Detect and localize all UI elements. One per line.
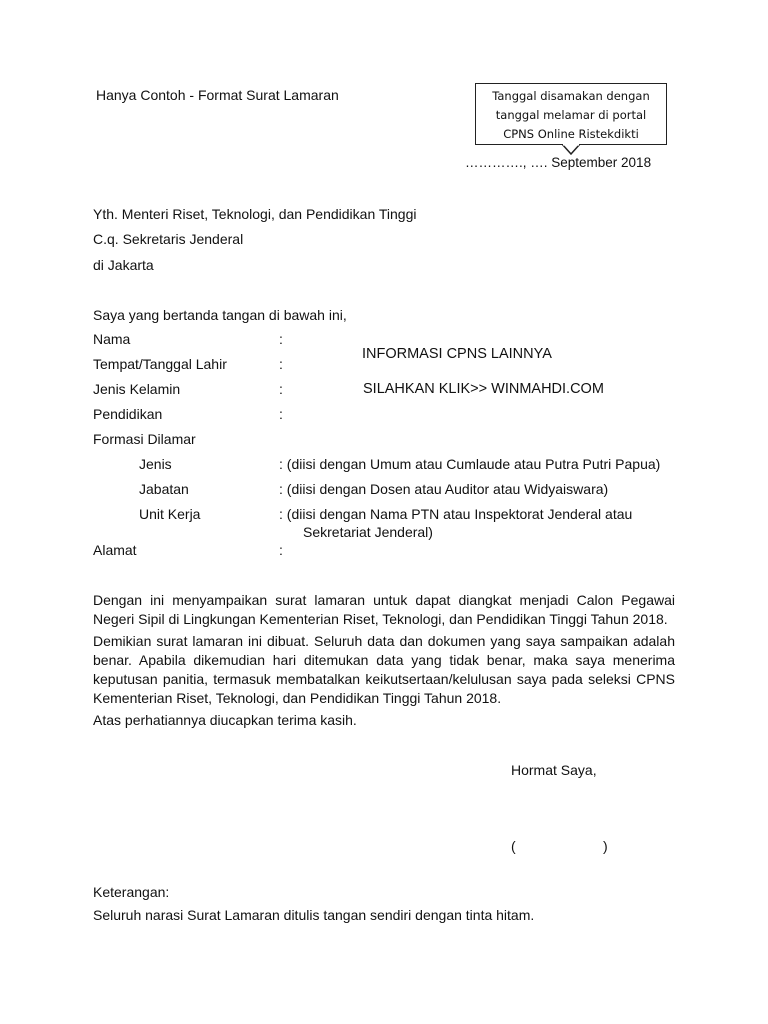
callout-line-2: tanggal melamar di portal [495,108,647,122]
body-paragraph-3: Atas perhatiannya diucapkan terima kasih. [93,712,357,728]
closing-greeting: Hormat Saya, [511,762,597,778]
date-callout-box [475,83,667,145]
formasi-value-jenis: : (diisi dengan Umum atau Cumlaude atau Putra Putri Papua) [279,456,661,472]
signature-close-paren: ) [603,838,608,854]
field-value-jenis-kelamin: : [279,381,283,397]
field-label-tempat-tanggal-lahir: Tempat/Tanggal Lahir [93,356,227,372]
notes-heading: Keterangan: [93,884,170,900]
notes-text: Seluruh narasi Surat Lamaran ditulis tangan sendiri dengan tinta hitam. [93,907,535,923]
callout-line-1: Tanggal disamakan dengan [492,89,650,103]
formasi-value-jabatan: : (diisi dengan Dosen atau Auditor atau Widyaiswara) [279,481,609,497]
formasi-label-unit-kerja: Unit Kerja [139,506,201,522]
formasi-label-jenis: Jenis [139,456,172,472]
field-value-nama: : [279,331,283,347]
recipient-line-3: di Jakarta [93,257,154,273]
formasi-label-jabatan: Jabatan [139,481,189,497]
callout-pointer [562,144,580,155]
body-paragraph-1: Dengan ini menyampaikan surat lamaran untuk dapat diangkat menjadi Calon Pegawai Negeri Sipil di Lingkungan Kementerian Riset, Teknologi, dan Pendidikan Tinggi Tahun 2018. [93,592,675,627]
field-label-nama: Nama [93,331,131,347]
intro-text: Saya yang bertanda tangan di bawah ini, [93,307,347,323]
field-value-pendidikan: : [279,406,283,422]
formasi-value-unit-kerja: : (diisi dengan Nama PTN atau Inspektorat Jenderal atau [279,506,633,522]
recipient-line-2: C.q. Sekretaris Jenderal [93,231,244,247]
page-title: Hanya Contoh - Format Surat Lamaran [96,87,339,103]
promo-line-2: SILAHKAN KLIK>> WINMAHDI.COM [363,381,604,397]
signature-open-paren: ( [511,838,516,854]
field-value-alamat: : [279,542,283,558]
body-paragraph-2: Demikian surat lamaran ini dibuat. Seluruh data dan dokumen yang saya sampaikan adalah benar. Apabila dikemudian hari ditemukan data yang tidak benar, maka saya menerima keputusan panitia, termasuk membatalkan keikutsertaan/kelulusan saya pada seleksi CPNS Kementerian Riset, Teknologi, dan Pendidikan Tinggi Tahun 2018. [93,633,675,706]
callout-line-3: CPNS Online Ristekdikti [503,127,639,141]
field-label-alamat: Alamat [93,542,137,558]
promo-line-1: INFORMASI CPNS LAINNYA [362,346,552,362]
field-value-tempat-tanggal-lahir: : [279,356,283,372]
field-label-jenis-kelamin: Jenis Kelamin [93,381,181,397]
date-line: …………., …. September 2018 [465,155,652,170]
field-label-pendidikan: Pendidikan [93,406,163,422]
formasi-value-unit-kerja-cont: Sekretariat Jenderal) [303,524,433,540]
field-label-formasi-dilamar: Formasi Dilamar [93,431,196,447]
recipient-line-1: Yth. Menteri Riset, Teknologi, dan Pendidikan Tinggi [93,206,417,222]
